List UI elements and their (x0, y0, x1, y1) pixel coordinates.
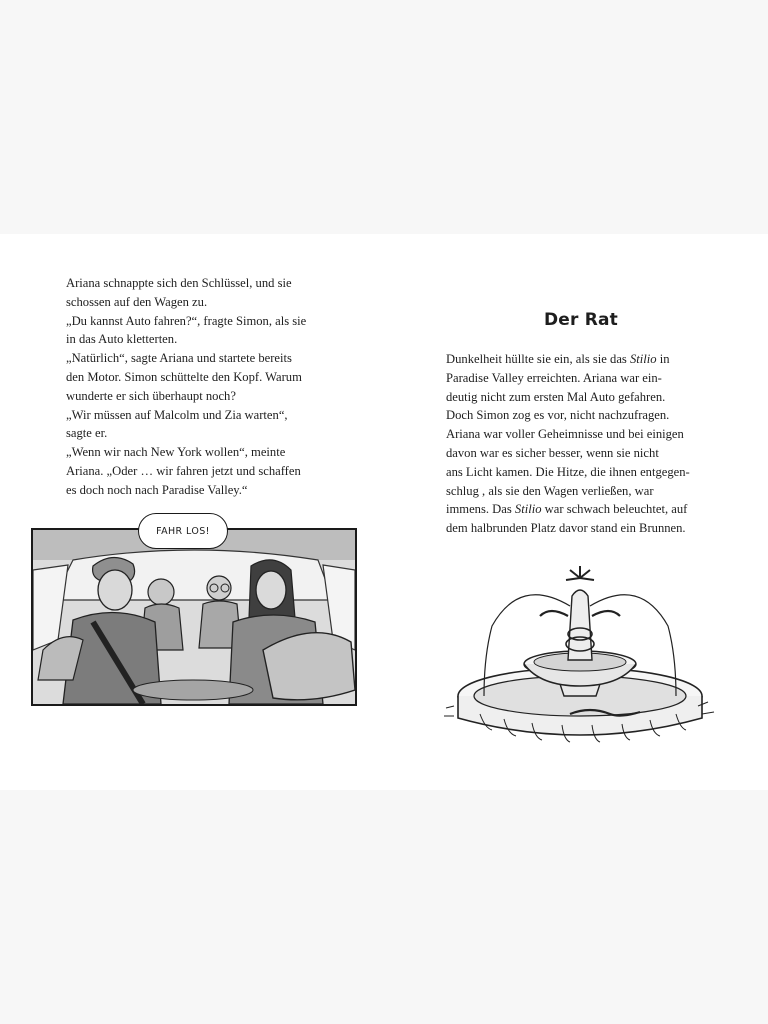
text-line: Paradise Valley erreichten. Ariana war ein- (446, 370, 662, 385)
text-line: den Motor. Simon schüttelte den Kopf. Warum (66, 369, 302, 384)
text-line: in das Auto kletterten. (66, 332, 178, 347)
text-line: Ariana schnappte sich den Schlüssel, und sie (66, 276, 292, 290)
text-line: dem halbrunden Platz davor stand ein Brunnen. (446, 521, 686, 536)
left-paragraph (66, 274, 366, 500)
book-spread (0, 234, 768, 790)
backdrop-top (0, 0, 768, 234)
text-line: Ariana war voller Geheimnisse und bei einigen (446, 427, 684, 442)
text-line: Ariana. „Oder … wir fahren jetzt und schaffen (66, 463, 301, 478)
text-line: wunderte er sich überhaupt noch? (66, 388, 236, 403)
car-interior-illustration (33, 530, 355, 704)
text-line: „Wir müssen auf Malcolm und Zia warten“, (66, 407, 288, 422)
text-line: deutig nicht zum ersten Mal Auto gefahren. (446, 389, 666, 404)
fountain-illustration (440, 556, 730, 756)
comic-panel-car-scene (31, 525, 357, 706)
chapter-heading: Der Rat (543, 310, 619, 330)
text-line: schossen auf den Wagen zu. (66, 294, 208, 309)
text-line: es doch noch nach Paradise Valley.“ (66, 482, 248, 497)
text-line: „Natürlich“, sagte Ariana und startete bereits (66, 351, 292, 366)
speech-bubble-text: FAHR LOS! (156, 525, 210, 537)
text-line: Doch Simon zog es vor, nicht nachzufragen. (446, 408, 670, 423)
right-paragraph (446, 350, 716, 538)
text-line: davon war es sicher besser, wenn sie nicht (446, 445, 659, 460)
text-line: ans Licht kamen. Die Hitze, die ihnen entgegen- (446, 464, 690, 479)
left-page-text (66, 274, 366, 500)
text-line: immens. Das Stilio war schwach beleuchtet, auf (446, 502, 688, 517)
backdrop-bottom (0, 790, 768, 1024)
right-page-text (446, 350, 716, 538)
text-line: „Wenn wir nach New York wollen“, meinte (66, 445, 286, 460)
text-line: sagte er. (66, 426, 108, 441)
text-line: Dunkelheit hüllte sie ein, als sie das Stilio in (446, 352, 670, 366)
text-line: „Du kannst Auto fahren?“, fragte Simon, als sie (66, 313, 307, 328)
speech-bubble (138, 513, 228, 549)
text-line: schlug , als sie den Wagen verließen, war (446, 483, 654, 498)
